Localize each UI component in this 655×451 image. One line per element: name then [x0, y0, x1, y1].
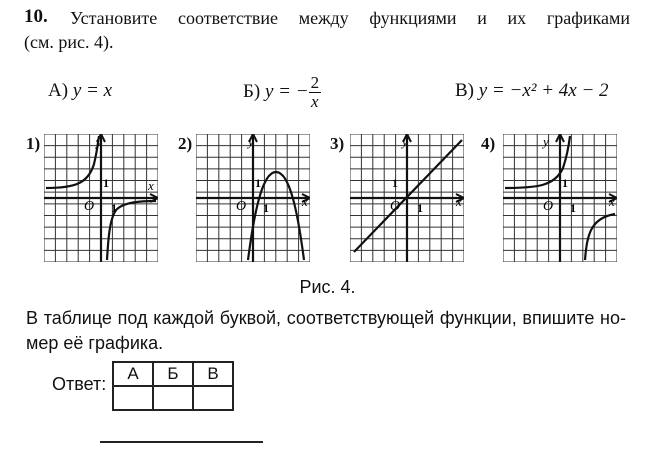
- signature-line: [100, 441, 263, 443]
- graph-1-tick-y: 1: [103, 176, 109, 190]
- answer-header-c: В: [193, 362, 233, 386]
- graph-3-y-label: y: [402, 134, 408, 149]
- instruction-text: В таблице под каждой буквой, соответствующей функции, впишите но-: [26, 308, 626, 328]
- answer-header-b: Б: [153, 362, 193, 386]
- graph-4-tick-y: 1: [562, 176, 568, 190]
- graph-3-origin: O: [390, 199, 401, 214]
- answer-input-row: [113, 386, 233, 410]
- option-b-numerator: 2: [310, 73, 320, 92]
- graph-1-y-label: y: [96, 134, 102, 149]
- graph-3-tick-x: 1: [417, 201, 423, 215]
- graph-4-origin: O: [543, 199, 554, 214]
- graph-1-x-label: x: [148, 178, 154, 193]
- graph-2-y-label: y: [248, 134, 254, 149]
- graph-4-tick-x: 1: [570, 201, 576, 215]
- answer-label: Ответ:: [52, 374, 107, 394]
- figure-caption: Рис. 4.: [299, 277, 356, 297]
- graph-4: [503, 134, 617, 262]
- option-b-lhs: y = −: [265, 80, 309, 102]
- option-c-formula: y = −x² + 4x − 2: [478, 80, 609, 101]
- option-b-fraction: [309, 74, 322, 111]
- graph-3-x-label: x: [456, 194, 462, 209]
- answer-table: [112, 361, 234, 411]
- option-c-label: В): [455, 80, 474, 101]
- answer-cell-a[interactable]: [113, 386, 153, 410]
- graph-1: [44, 134, 158, 262]
- graph-3-tick-y: 1: [392, 176, 398, 190]
- option-b-label: Б): [243, 80, 261, 102]
- task-number: 10.: [24, 6, 48, 27]
- answer-header-row: [113, 362, 233, 386]
- answer-cell-b[interactable]: [153, 386, 193, 410]
- option-b: [243, 74, 321, 111]
- graph-2: [196, 134, 310, 262]
- graph-1-origin: O: [84, 199, 95, 214]
- graph-1-tick-x: 1: [111, 201, 117, 215]
- graph-4-curve-right: [585, 214, 615, 260]
- graph-4-axes: [503, 134, 617, 262]
- instruction-text-continued: мер её графика.: [26, 333, 164, 353]
- task-text-continued: (см. рис. 4).: [24, 32, 114, 52]
- graph-3: [350, 134, 464, 262]
- graph-2-origin: O: [236, 199, 247, 214]
- task-text: Установите соответствие между функциями и их графиками: [70, 8, 630, 28]
- graph-3-label: 3): [330, 134, 345, 153]
- answer-cell-c[interactable]: [193, 386, 233, 410]
- option-a-formula: y = x: [72, 80, 112, 101]
- graph-2-tick-x: 1: [263, 201, 269, 215]
- option-c: [455, 80, 609, 102]
- option-a: [48, 80, 112, 102]
- option-b-denominator: x: [311, 92, 319, 111]
- graph-2-label: 2): [178, 134, 193, 153]
- graph-2-x-label: x: [302, 194, 308, 209]
- graph-4-label: 4): [481, 134, 496, 153]
- graph-4-y-label: y: [543, 134, 549, 149]
- graph-2-tick-y: 1: [255, 176, 261, 190]
- graph-1-axes: [44, 134, 158, 262]
- graph-4-x-label: x: [609, 194, 615, 209]
- graph-1-label: 1): [26, 134, 41, 153]
- option-a-label: А): [48, 80, 69, 101]
- answer-header-a: А: [113, 362, 153, 386]
